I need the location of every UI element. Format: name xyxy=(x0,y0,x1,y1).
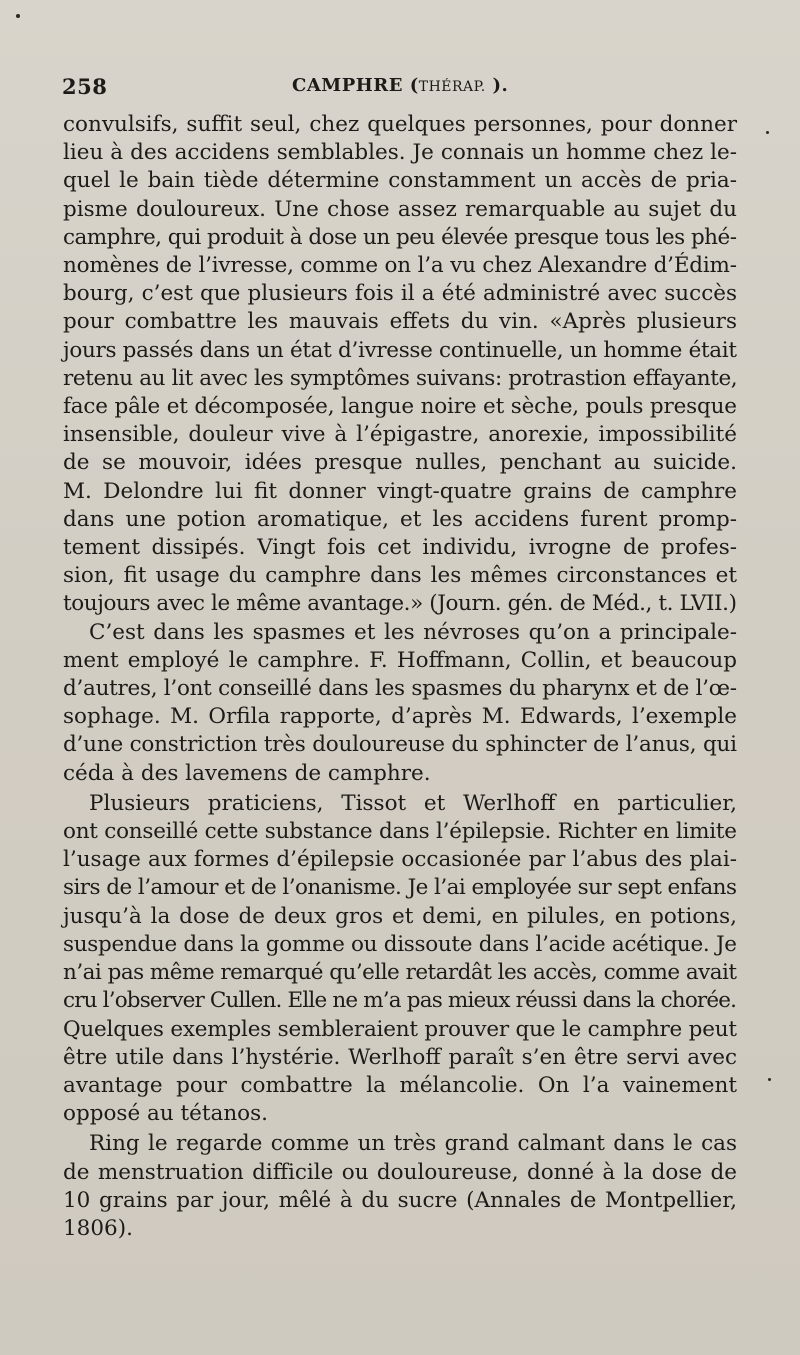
text-line: sophage. M. Orfila rapporte, d’après M. Edwards, l’exemple xyxy=(63,704,737,730)
text-line: camphre, qui produit à dose un peu élevée presque tous les phé- xyxy=(63,224,737,250)
text-line: Plusieurs praticiens, Tissot et Werlhoff en particulier, xyxy=(89,790,737,816)
page-number: 258 xyxy=(62,74,108,99)
text-line: convulsifs, suffit seul, chez quelques personnes, pour donner xyxy=(63,112,737,137)
ink-speck xyxy=(766,131,769,134)
text-line: l’usage aux formes d’épilepsie occasionée par l’abus des plai- xyxy=(63,847,737,873)
text-line: jours passés dans un état d’ivresse continuelle, un homme était xyxy=(63,337,737,363)
text-line: sion, fit usage du camphre dans les mêmes circonstances et xyxy=(63,563,737,589)
paragraph-2 xyxy=(63,619,737,788)
body-text xyxy=(63,111,737,1243)
paragraph-3 xyxy=(63,790,737,1128)
text-line: d’autres, l’ont conseillé dans les spasmes du pharynx et de l’œ- xyxy=(63,676,737,702)
running-title-main: CAMPHRE xyxy=(292,75,403,96)
text-line: M. Delondre lui fit donner vingt-quatre grains de camphre xyxy=(63,478,737,504)
text-line: ment employé le camphre. F. Hoffmann, Collin, et beaucoup xyxy=(63,647,737,673)
text-line: opposé au tétanos. xyxy=(63,1101,268,1127)
text-line: 10 grains par jour, mêlé à du sucre (Annales de Montpellier, xyxy=(63,1187,737,1213)
text-line: face pâle et décomposée, langue noire et sèche, pouls presque xyxy=(63,394,737,420)
text-line: de se mouvoir, idées presque nulles, penchant au suicide. xyxy=(63,450,737,476)
text-line: pisme douloureux. Une chose assez remarquable au sujet du xyxy=(63,196,737,222)
running-title-open: ( xyxy=(402,75,419,96)
text-line: être utile dans l’hystérie. Werlhoff paraît s’en être servi avec xyxy=(63,1044,737,1070)
page-header xyxy=(62,74,742,106)
running-title-close: ). xyxy=(485,75,509,96)
text-line: 1806). xyxy=(63,1215,133,1241)
text-line: sirs de l’amour et de l’onanisme. Je l’ai employée sur sept enfans xyxy=(63,875,737,901)
ink-speck xyxy=(16,14,20,18)
text-line: de menstruation difficile ou douloureuse, donné à la dose de xyxy=(63,1159,737,1185)
text-line: toujours avec le même avantage.» (Journ. gén. de Méd., t. LVII.) xyxy=(63,591,737,617)
text-line: d’une constriction très douloureuse du sphincter de l’anus, qui xyxy=(63,732,737,758)
text-line: C’est dans les spasmes et les névroses qu’on a principale- xyxy=(89,619,737,645)
text-line: cru l’observer Cullen. Elle ne m’a pas mieux réussi dans la chorée. xyxy=(63,988,737,1014)
text-line: avantage pour combattre la mélancolie. On l’a vainement xyxy=(63,1072,737,1098)
text-line: bourg, c’est que plusieurs fois il a été administré avec succès xyxy=(63,281,737,307)
ink-speck xyxy=(768,1078,771,1081)
text-line: tement dissipés. Vingt fois cet individu, ivrogne de profes- xyxy=(63,535,737,561)
text-line: ont conseillé cette substance dans l’épilepsie. Richter en limite xyxy=(63,819,737,845)
text-line: dans une potion aromatique, et les accidens furent promp- xyxy=(63,506,737,532)
text-line: nomènes de l’ivresse, comme on l’a vu chez Alexandre d’Édim- xyxy=(63,253,737,279)
text-line: pour combattre les mauvais effets du vin. «Après plusieurs xyxy=(63,309,737,335)
text-line: suspendue dans la gomme ou dissoute dans l’acide acétique. Je xyxy=(63,931,737,957)
text-line: insensible, douleur vive à l’épigastre, anorexie, impossibilité xyxy=(63,422,737,448)
text-line: céda à des lavemens de camphre. xyxy=(63,760,431,786)
paragraph-4 xyxy=(63,1130,737,1243)
text-line: Quelques exemples sembleraient prouver que le camphre peut xyxy=(63,1016,737,1042)
text-line: n’ai pas même remarqué qu’elle retardât les accès, comme avait xyxy=(63,960,737,986)
text-line: retenu au lit avec les symptômes suivans: protrastion effayante, xyxy=(63,365,738,391)
paragraph-1 xyxy=(63,111,737,619)
running-title xyxy=(292,75,508,96)
text-line: lieu à des accidens semblables. Je connais un homme chez le- xyxy=(63,140,737,166)
text-line: Ring le regarde comme un très grand calmant dans le cas xyxy=(89,1131,737,1157)
running-title-section: THÉRAP. xyxy=(418,79,486,95)
text-line: quel le bain tiède détermine constamment un accès de pria- xyxy=(63,168,737,194)
text-line: jusqu’à la dose de deux gros et demi, en pilules, en potions, xyxy=(63,903,737,929)
